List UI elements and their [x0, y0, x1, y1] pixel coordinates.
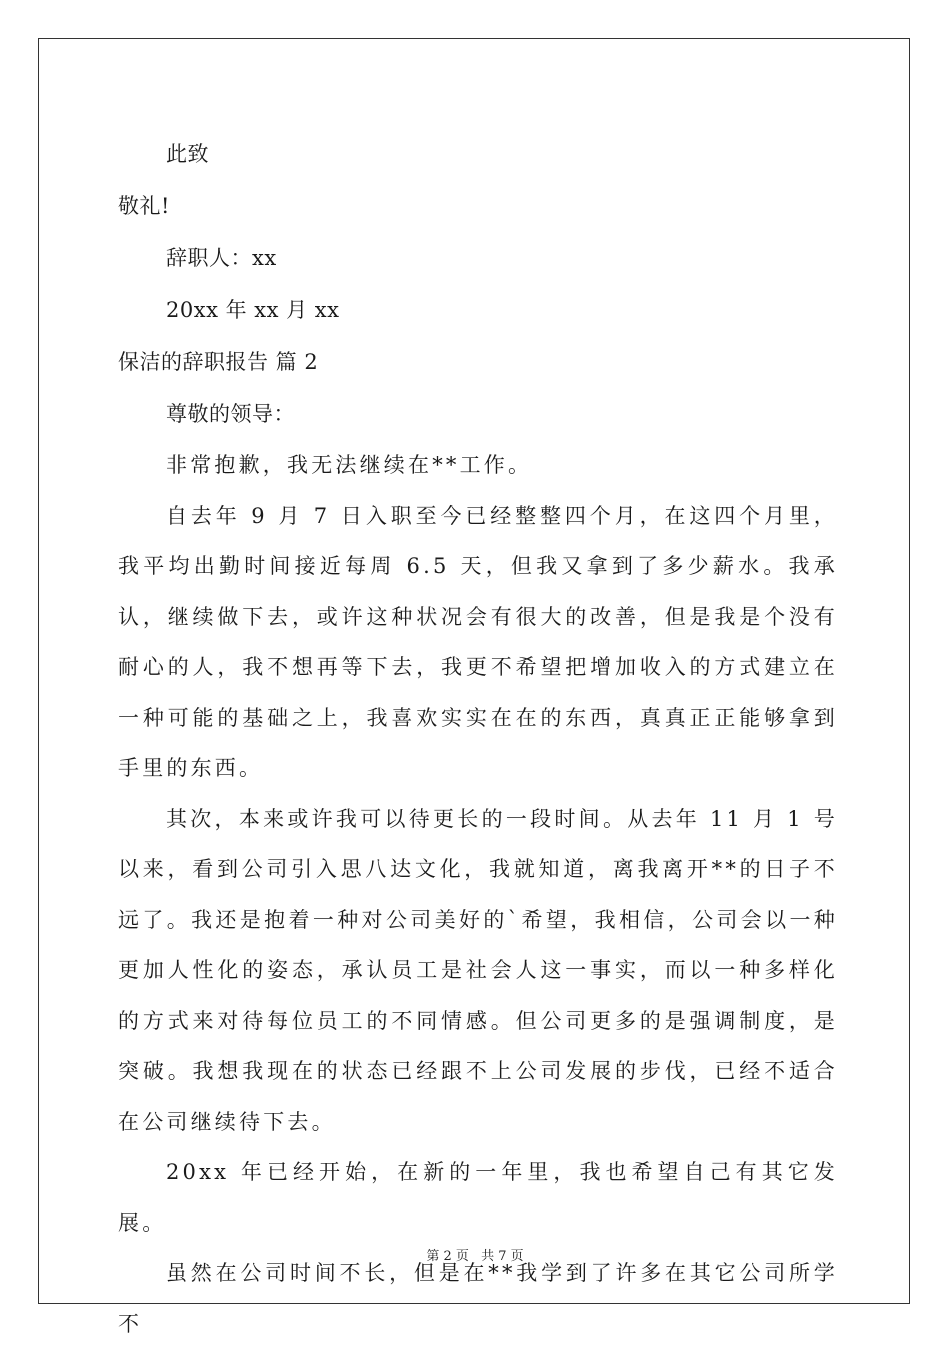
paragraph: 非常抱歉，我无法继续在**工作。 [166, 453, 533, 477]
paragraph: 自去年 9 月 7 日入职至今已经整整四个月，在这四个月里，我平均出勤时间接近每周 6.5 天，但我又拿到了多少薪水。我承认，继续做下去，或许这种状况会有很大的改善，但是我是个没有耐心的人，我不想再等下去，我更不希望把增加收入的方式建立在一种可能的基础之上，我喜欢实实在在的东西，真真正正能够拿到手里的东西。 [118, 503, 838, 780]
signer-line: 辞职人：xx [166, 246, 277, 270]
greeting-line: 尊敬的领导： [166, 402, 295, 426]
page-footer [0, 1245, 950, 1264]
document-body [118, 128, 838, 1349]
section-title: 保洁的辞职报告 篇 2 [118, 350, 319, 374]
date-line: 20xx 年 xx 月 xx [166, 298, 340, 322]
salute-line: 敬礼! [118, 194, 170, 218]
page-number: 第 2 页 [426, 1249, 469, 1264]
page-total: 共 7 页 [481, 1249, 524, 1264]
paragraph: 20xx 年已经开始，在新的一年里，我也希望自己有其它发展。 [118, 1160, 838, 1235]
paragraph: 虽然在公司时间不长，但是在**我学到了许多在其它公司所学不 [118, 1261, 838, 1336]
paragraph: 其次，本来或许我可以待更长的一段时间。从去年 11 月 1 号以来，看到公司引入思八达文化，我就知道，离我离开**的日子不远了。我还是抱着一种对公司美好的`希望，我相信，公司会以一种更加人性化的姿态，承认员工是社会人这一事实，而以一种多样化的方式来对待每位员工的不同情感。但公司更多的是强调制度，是突破。我想我现在的状态已经跟不上公司发展的步伐，已经不适合在公司继续待下去。 [118, 806, 838, 1134]
closing-line: 此致 [166, 142, 209, 166]
